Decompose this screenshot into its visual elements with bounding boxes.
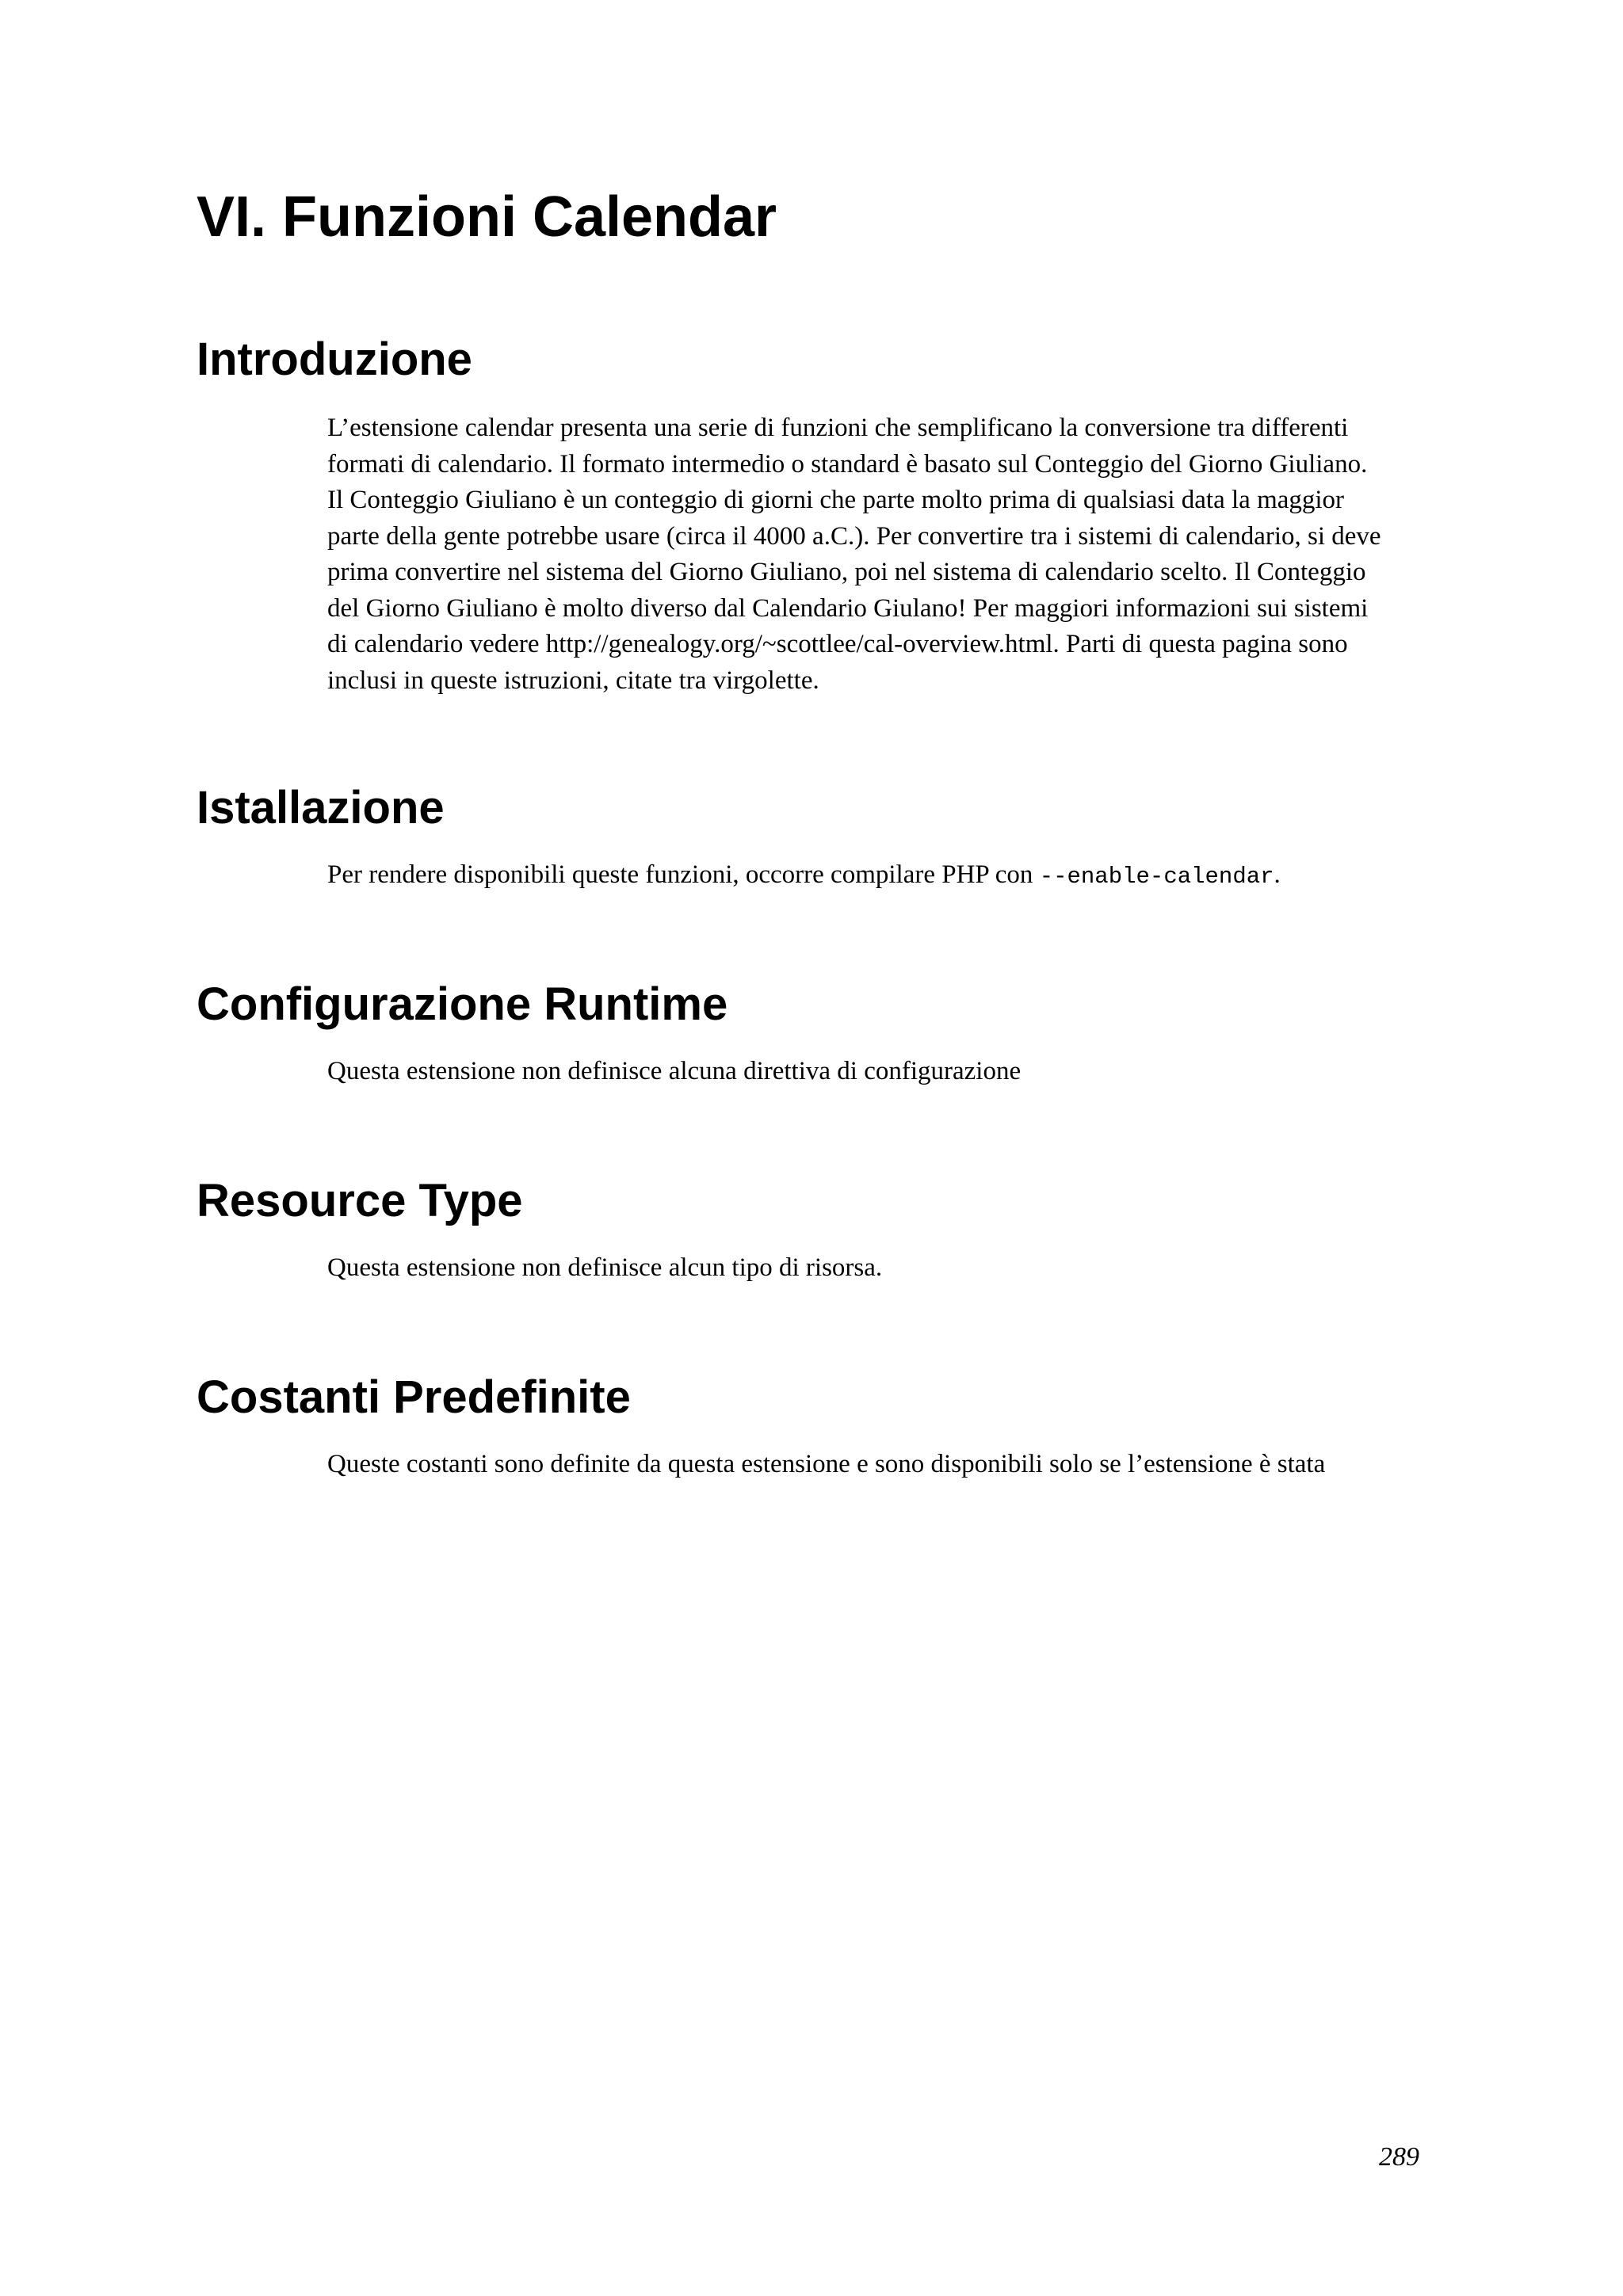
- paragraph-configurazione-runtime: [327, 1054, 1437, 1090]
- section-heading-costanti-predefinite: Costanti Predefinite: [197, 1371, 631, 1423]
- paragraph-line: prima convertire nel sistema del Giorno Giuliano, poi nel sistema di calendario scelto. Il Conteggio: [327, 558, 1366, 586]
- configure-option-code: --enable-calendar: [1039, 864, 1274, 890]
- paragraph-line: Il Conteggio Giuliano è un conteggio di giorni che parte molto prima di qualsiasi data la maggior: [327, 486, 1345, 514]
- paragraph-line: parte della gente potrebbe usare (circa il 4000 a.C.). Per convertire tra i sistemi di calendario, si deve: [327, 521, 1381, 551]
- paragraph-line: di calendario vedere http://genealogy.org/~scottlee/cal-overview.html. Parti di questa pagina sono: [327, 630, 1348, 658]
- section-heading-istallazione: Istallazione: [197, 782, 445, 833]
- paragraph-introduzione: [327, 410, 1437, 699]
- section-heading-resource-type: Resource Type: [197, 1175, 523, 1226]
- paragraph-costanti-predefinite: [327, 1447, 1437, 1483]
- chapter-title: VI. Funzioni Calendar: [197, 185, 777, 249]
- paragraph-line: del Giorno Giuliano è molto diverso dal Calendario Giulano! Per maggiori informazioni sui sistemi: [327, 593, 1369, 623]
- paragraph-line: formati di calendario. Il formato intermedio o standard è basato sul Conteggio del Giorno Giuliano.: [327, 449, 1368, 479]
- paragraph-line: Queste costanti sono definite da questa estensione e sono disponibili solo se l’estensione è stata: [327, 1450, 1326, 1478]
- paragraph-line: Questa estensione non definisce alcuna direttiva di configurazione: [327, 1057, 1022, 1085]
- page-number: 289: [1379, 2142, 1419, 2172]
- paragraph-line: L’estensione calendar presenta una serie di funzioni che semplificano la conversione tra differenti: [327, 414, 1349, 442]
- paragraph-line: [327, 857, 1437, 895]
- section-heading-introduzione: Introduzione: [197, 334, 472, 385]
- paragraph-resource-type: [327, 1250, 1437, 1287]
- section-heading-configurazione-runtime: Configurazione Runtime: [197, 978, 728, 1030]
- istallazione-text-end: .: [1274, 860, 1281, 889]
- paragraph-line: inclusi in queste istruzioni, citate tra virgolette.: [327, 666, 819, 695]
- istallazione-text: Per rendere disponibili queste funzioni, occorre compilare PHP con: [327, 860, 1040, 889]
- paragraph-line: Questa estensione non definisce alcun tipo di risorsa.: [327, 1253, 883, 1282]
- paragraph-istallazione: [327, 857, 1437, 895]
